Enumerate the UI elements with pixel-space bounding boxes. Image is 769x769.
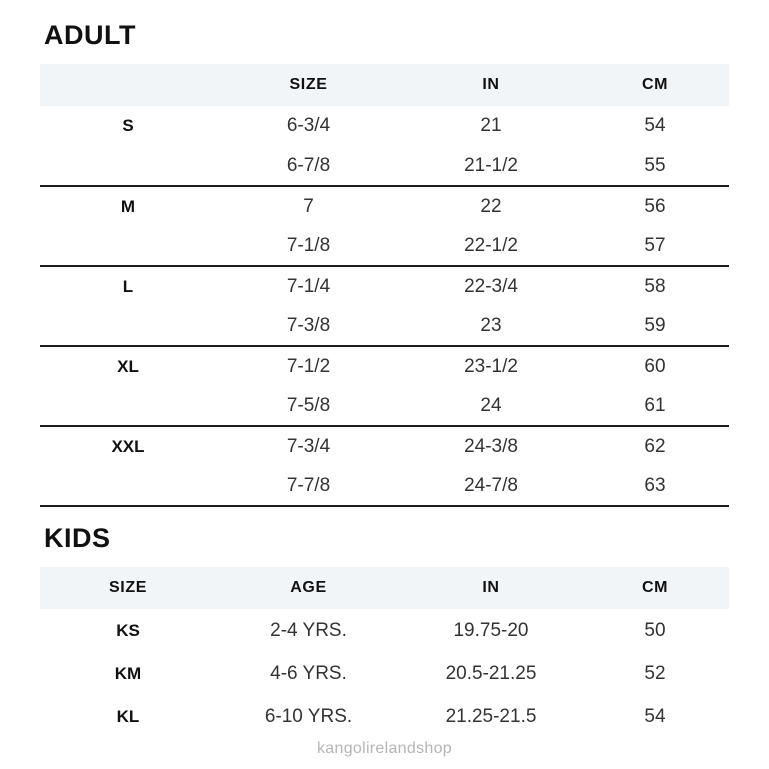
size-row-label: KM <box>114 663 142 683</box>
adult-table-row <box>40 266 729 306</box>
adult-size-table <box>40 64 729 507</box>
size-cell-value: 7-1/8 <box>216 226 401 266</box>
adult-table-row <box>40 306 729 346</box>
size-cell-value: 50 <box>644 619 666 641</box>
size-cell-value: 21 <box>480 115 502 136</box>
size-cell-value: 7-3/8 <box>216 306 401 346</box>
size-cell-value: 58 <box>644 275 666 297</box>
adult-section-title: ADULT <box>44 20 136 50</box>
kids-table-row <box>40 609 729 652</box>
size-cell-value: 7 <box>303 195 314 217</box>
size-row-label <box>40 226 216 266</box>
size-cell-value: 22-3/4 <box>464 275 518 297</box>
size-cell-value: 62 <box>644 435 666 457</box>
size-cell-value: 6-3/4 <box>286 115 331 136</box>
size-cell-value: 7-3/4 <box>286 435 331 457</box>
kids-col-header-age: AGE <box>216 567 401 609</box>
size-cell-value: 7-7/8 <box>216 466 401 506</box>
size-cell-value: 22 <box>480 195 502 217</box>
kids-header-row <box>40 567 729 609</box>
adult-table-row <box>40 426 729 466</box>
size-cell-value: 6-7/8 <box>216 146 401 186</box>
adult-table-row <box>40 226 729 266</box>
size-row-label <box>40 386 216 426</box>
size-cell-value: 24-3/8 <box>464 435 518 457</box>
size-cell-value: 20.5-21.25 <box>445 662 537 684</box>
watermark: kangolirelandshop <box>317 740 452 757</box>
size-row-label: L <box>122 276 134 296</box>
kids-table-row <box>40 652 729 695</box>
size-row-label <box>40 306 216 346</box>
kids-col-header-cm: CM <box>581 567 729 609</box>
size-cell-value: 21-1/2 <box>401 146 581 186</box>
size-row-label: KS <box>116 620 140 640</box>
size-row-label <box>40 146 216 186</box>
adult-col-header-blank <box>40 64 216 106</box>
size-cell-value: 54 <box>644 705 666 727</box>
size-cell-value: 60 <box>644 355 666 377</box>
adult-table-row <box>40 346 729 386</box>
size-row-label: XL <box>117 356 139 376</box>
adult-col-header-size: SIZE <box>216 64 401 106</box>
size-cell-value: 63 <box>581 466 729 506</box>
size-cell-value: 21.25-21.5 <box>445 705 537 727</box>
size-cell-value: 4-6 YRS. <box>270 662 347 684</box>
kids-table-row <box>40 695 729 738</box>
adult-table-row <box>40 106 729 146</box>
size-cell-value: 24-7/8 <box>401 466 581 506</box>
size-cell-value: 22-1/2 <box>401 226 581 266</box>
kids-size-table <box>40 567 729 738</box>
adult-col-header-cm: CM <box>581 64 729 106</box>
size-cell-value: 57 <box>581 226 729 266</box>
size-cell-value: 7-1/4 <box>286 275 331 297</box>
adult-table-row <box>40 386 729 426</box>
size-row-label: KL <box>116 706 140 726</box>
adult-col-header-in: IN <box>401 64 581 106</box>
size-cell-value: 19.75-20 <box>453 619 529 641</box>
size-cell-value: 6-10 YRS. <box>264 705 353 727</box>
size-cell-value: 23 <box>401 306 581 346</box>
size-cell-value: 61 <box>581 386 729 426</box>
adult-table-row <box>40 466 729 506</box>
size-cell-value: 59 <box>581 306 729 346</box>
size-cell-value: 24 <box>401 386 581 426</box>
kids-section-title: KIDS <box>44 523 111 553</box>
adult-table-row <box>40 146 729 186</box>
size-row-label: XXL <box>111 436 145 456</box>
size-cell-value: 23-1/2 <box>464 355 518 377</box>
size-row-label <box>40 466 216 506</box>
size-row-label: M <box>120 196 136 216</box>
size-cell-value: 7-5/8 <box>216 386 401 426</box>
size-cell-value: 55 <box>581 146 729 186</box>
kids-col-header-size: SIZE <box>40 567 216 609</box>
size-cell-value: 56 <box>644 195 666 217</box>
adult-table-row <box>40 186 729 226</box>
size-cell-value: 7-1/2 <box>286 355 331 377</box>
adult-header-row <box>40 64 729 106</box>
size-cell-value: 2-4 YRS. <box>270 619 347 641</box>
size-row-label: S <box>122 116 134 135</box>
kids-col-header-in: IN <box>401 567 581 609</box>
size-cell-value: 52 <box>644 662 666 684</box>
size-cell-value: 54 <box>644 115 666 136</box>
